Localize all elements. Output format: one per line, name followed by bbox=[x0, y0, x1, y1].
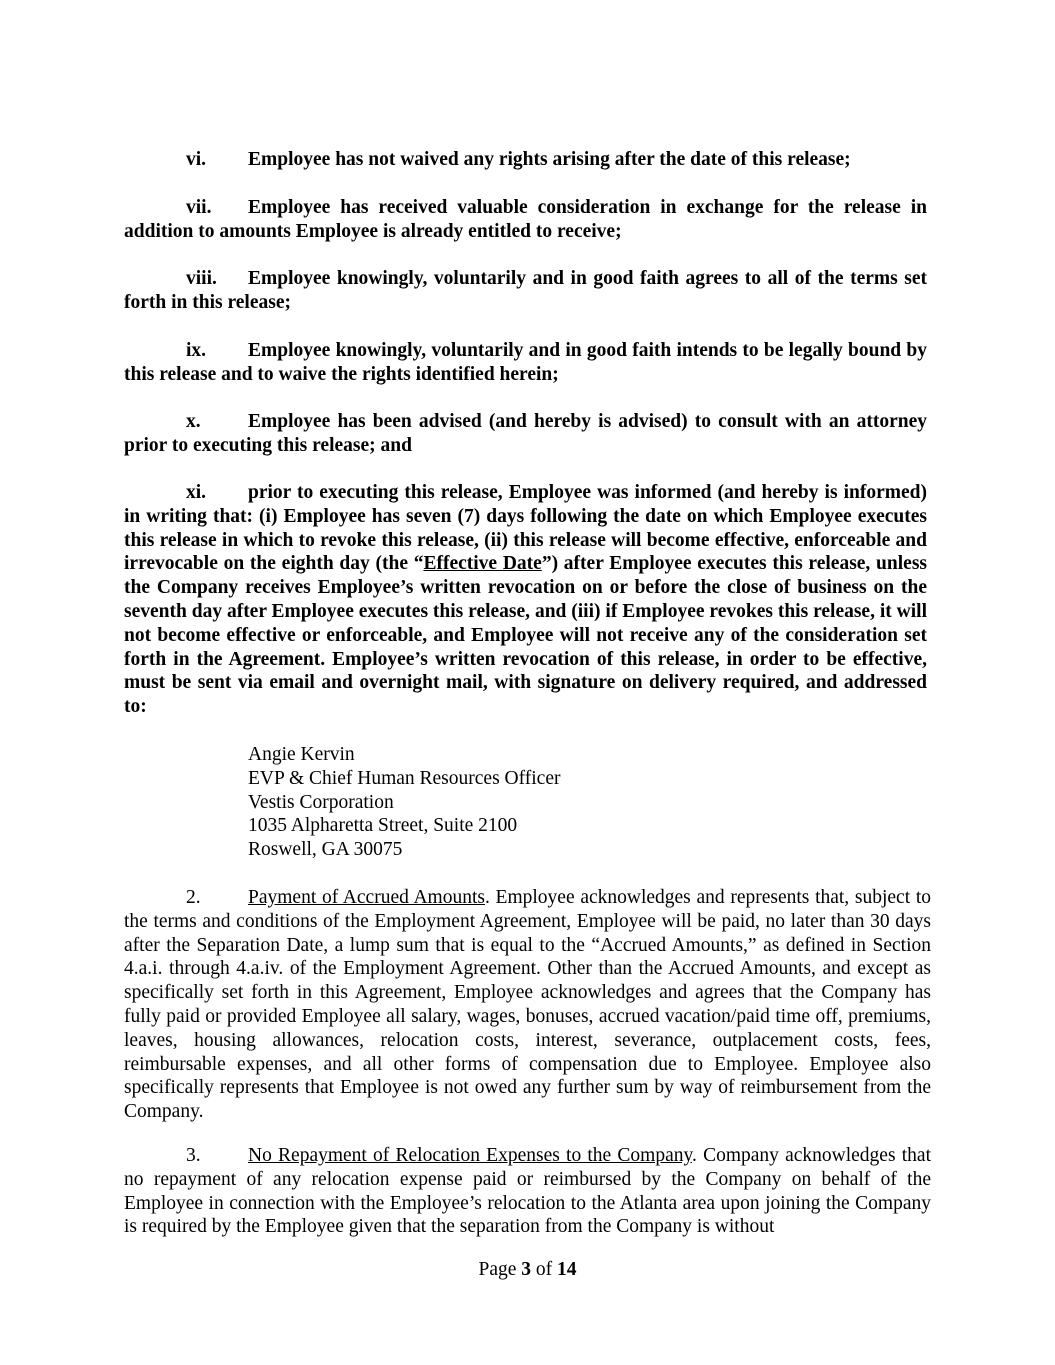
section-3 bbox=[124, 1144, 931, 1239]
item-numeral: ix. bbox=[186, 340, 207, 361]
section-2 bbox=[124, 886, 931, 1124]
item-text: Employee knowingly, voluntarily and in good faith intends to be legally bound by this release and to waive the rights identified herein; bbox=[124, 340, 927, 385]
item-numeral: viii. bbox=[186, 268, 217, 289]
item-numeral: vii. bbox=[186, 197, 212, 218]
item-text-after: ”) after Employee executes this release, unless the Company receives Employee’s written revocation on or before the close of business on the seventh day after Employee executes this release, and (iii) if Employee revokes this release, it will not become effective or enforceable, and Employee will not receive any of the consideration set forth in the Agreement. Employee’s written revocation of this release, in order to be effective, must be sent via email and overnight mail, with signature on delivery required, and addressed to: bbox=[124, 553, 927, 718]
page-footer bbox=[0, 1258, 1055, 1282]
release-item-vi bbox=[124, 148, 927, 172]
address-street: 1035 Alpharetta Street, Suite 2100 bbox=[248, 815, 518, 837]
release-item-x bbox=[124, 410, 927, 458]
release-item-vii bbox=[124, 196, 927, 244]
release-item-viii bbox=[124, 267, 927, 315]
address-city: Roswell, GA 30075 bbox=[248, 839, 403, 861]
item-text-before: prior to executing this release, Employee was informed (and hereby is informed) in writing that: (i) Employee has seven (7) days following the date on which Employee executes this release in which to revoke this release, (ii) this release will become effective, enforceable and irrevocable on the eighth day (the “ bbox=[124, 482, 927, 575]
section-heading: Payment of Accrued Amounts bbox=[248, 887, 485, 908]
section-text: . Employee acknowledges and represents that, subject to the terms and conditions of the Employment Agreement, Employee will be paid, no later than 30 days after the Separation Date, a lump sum that is equal to the “Accrued Amounts,” as defined in Section 4.a.i. through 4.a.iv. of the Employment Agreement. Other than the Accrued Amounts, and except as specifically set forth in this Agreement, Employee acknowledges and agrees that the Company has fully paid or provided Employee all salary, wages, bonuses, accrued vacation/paid time off, premiums, leaves, housing allowances, relocation costs, interest, severance, outplacement costs, fees, reimbursable expenses, and all other forms of compensation due to Employee. Employee also specifically represents that Employee is not owed any further sum by way of reimbursement from the Company. bbox=[124, 887, 931, 1123]
item-numeral: xi. bbox=[186, 482, 207, 503]
section-heading: No Repayment of Relocation Expenses to the Company bbox=[248, 1145, 692, 1166]
section-text: . Company acknowledges that no repayment of any relocation expense paid or reimbursed by the Company on behalf of the Employee in connection with the Employee’s relocation to the Atlanta area upon joining the Company is required by the Employee given that the separation from the Company is without bbox=[124, 1145, 931, 1238]
address-company: Vestis Corporation bbox=[248, 791, 394, 813]
revocation-address bbox=[248, 743, 560, 862]
release-item-xi bbox=[124, 481, 927, 719]
release-item-ix bbox=[124, 339, 927, 387]
item-text: Employee knowingly, voluntarily and in good faith agrees to all of the terms set forth in this release; bbox=[124, 268, 927, 313]
item-numeral: x. bbox=[186, 411, 201, 432]
item-numeral: vi. bbox=[186, 149, 207, 170]
section-number: 3. bbox=[186, 1145, 201, 1166]
address-title: EVP & Chief Human Resources Officer bbox=[248, 767, 561, 789]
total-page-count: 14 bbox=[557, 1259, 577, 1280]
footer-prefix: Page bbox=[478, 1259, 522, 1280]
effective-date-term: Effective Date bbox=[423, 553, 542, 575]
footer-middle: of bbox=[531, 1259, 558, 1280]
current-page-number: 3 bbox=[521, 1259, 532, 1280]
section-number: 2. bbox=[186, 887, 201, 908]
item-text: Employee has received valuable consideration in exchange for the release in addition to amounts Employee is already entitled to receive; bbox=[124, 197, 927, 242]
address-name: Angie Kervin bbox=[248, 744, 355, 765]
item-text: Employee has been advised (and hereby is advised) to consult with an attorney prior to executing this release; and bbox=[124, 411, 927, 456]
item-text: Employee has not waived any rights arising after the date of this release; bbox=[248, 149, 851, 170]
